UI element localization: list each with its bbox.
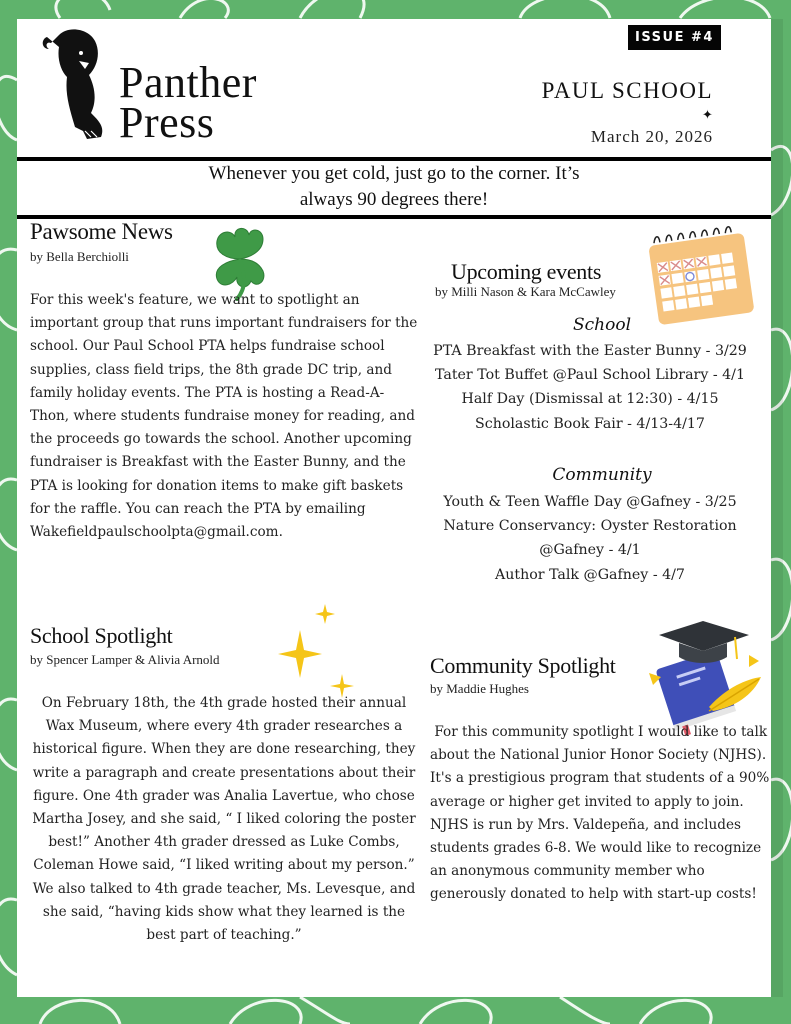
calendar-icon	[645, 225, 757, 327]
sparkles-icon	[272, 602, 362, 702]
upcoming-events-title: Upcoming events	[451, 259, 602, 284]
pawsome-news-title: Pawsome News	[30, 219, 173, 244]
issue-date: March 20, 2026	[590, 127, 713, 146]
newsletter-page	[17, 19, 775, 997]
event-item: Tater Tot Buffet @Paul School Library - 4/1	[435, 367, 745, 384]
event-item: Scholastic Book Fair - 4/13-4/17	[475, 415, 705, 432]
newsletter-title	[119, 58, 257, 147]
sparkle-divider-icon: ✦	[702, 108, 713, 123]
event-item: Author Talk @Gafney - 4/7	[495, 566, 685, 583]
school-events-list	[415, 339, 765, 436]
school-spotlight-byline: by Spencer Lamper & Alivia Arnold	[30, 652, 220, 667]
community-spotlight-paragraph: For this community spotlight I would like to talk about the National Junior Honor Society (NJHS). It's a prestigious program that students of a 90% average or higher get invited to apply to join. NJHS is run by Mrs. Valdepeña, and includes students grades 6-8. We would like to recognize an anonymous community member who generously donated to help with start-up costs!	[430, 724, 775, 903]
upcoming-events-byline: by Milli Nason & Kara McCawley	[435, 284, 616, 299]
pawsome-news-paragraph: For this week's feature, we want to spotlight an important group that runs important fundraisers for the school. Our Paul School PTA helps fundraise school supplies, class field trips, the 8th grade DC trip, and family holiday events. The PTA is hosting a Read-A-Thon, where students fundraise money for reading, and the proceeds go towards the school. Another upcoming fundraiser is Breakfast with the Easter Bunny, and the PTA is looking for donation items to make gift baskets for the raffle. You can reach the PTA by emailing Wakefieldpaulschoolpta@gmail.com.	[30, 292, 418, 541]
school-spotlight-body	[30, 692, 418, 947]
event-item: Half Day (Dismissal at 12:30) - 4/15	[461, 391, 719, 408]
issue-badge: ISSUE #4	[628, 25, 721, 50]
community-spotlight-body	[430, 721, 775, 907]
community-events-heading: Community	[552, 465, 652, 485]
school-name: PAUL SCHOOL	[541, 78, 713, 103]
pawsome-news-body	[30, 289, 420, 544]
event-item: PTA Breakfast with the Easter Bunny - 3/29	[433, 343, 747, 359]
event-item: Youth & Teen Waffle Day @Gafney - 3/25	[443, 494, 737, 510]
pawsome-news-byline: by Bella Berchiolli	[30, 249, 129, 264]
title-line-2: Press	[119, 98, 215, 147]
community-events-list	[415, 490, 765, 587]
community-spotlight-title: Community Spotlight	[430, 653, 616, 678]
page-shadow	[771, 19, 783, 997]
title-line-1: Panther	[119, 58, 257, 107]
joke-line-1: Whenever you get cold, just go to the corner. It’s	[208, 163, 580, 184]
school-spotlight-paragraph: On February 18th, the 4th grade hosted their annual Wax Museum, where every 4th grader researches a historical figure. When they are done researching, they write a paragraph and create presentations about their figure. One 4th grader was Analia Lavertue, who chose Martha Josey, and she said, “ I liked coloring the poster best!” Another 4th grader dressed as Luke Combs, Coleman Howe said, “I liked writing about my person.” We also talked to 4th grade teacher, Ms. Levesque, and she said, “having kids show what they learned is the best part of teaching.”	[32, 695, 416, 944]
event-item: Nature Conservancy: Oyster Restoration	[443, 518, 737, 535]
graduation-book-icon	[639, 611, 765, 737]
event-item: @Gafney - 4/1	[539, 542, 641, 559]
school-spotlight-title: School Spotlight	[30, 623, 173, 648]
joke-banner	[17, 161, 771, 213]
school-events-heading: School	[572, 315, 632, 335]
community-spotlight-byline: by Maddie Hughes	[430, 681, 529, 696]
joke-line-2: always 90 degrees there!	[299, 189, 489, 210]
panther-logo-icon	[39, 27, 113, 145]
